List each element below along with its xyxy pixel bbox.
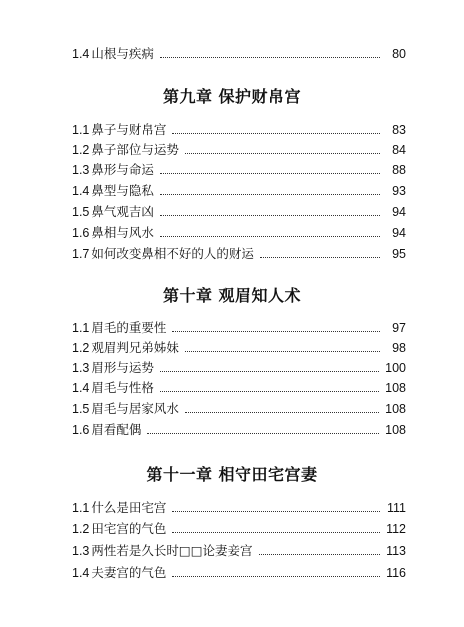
entry-number: 1.3 — [72, 544, 90, 558]
toc-entry — [72, 378, 406, 398]
entry-number: 1.1 — [72, 123, 90, 137]
entry-number: 1.6 — [72, 226, 90, 240]
entry-number: 1.2 — [72, 341, 90, 355]
toc-entry — [72, 563, 406, 583]
entry-number: 1.7 — [72, 247, 90, 261]
toc-entry — [72, 244, 406, 264]
toc-entry — [72, 140, 406, 160]
entry-number: 1.5 — [72, 205, 90, 219]
entry-title: 眉看配偶 — [91, 422, 142, 437]
entry-title: 鼻形与命运 — [91, 162, 154, 177]
entry-number: 1.2 — [72, 522, 90, 536]
entry-number: 1.2 — [72, 143, 90, 157]
entry-number: 1.5 — [72, 402, 90, 416]
entry-page-number: 93 — [392, 184, 406, 198]
entry-number: 1.4 — [72, 47, 90, 61]
entry-page-number: 108 — [385, 423, 406, 437]
entry-title: 如何改变鼻相不好的人的财运 — [91, 246, 254, 261]
dot-leader — [185, 350, 380, 352]
entry-title: 鼻型与隐私 — [91, 183, 154, 198]
entry-page-number: 83 — [392, 123, 406, 137]
dot-leader — [185, 152, 380, 154]
entry-title: 夫妻宫的气色 — [91, 565, 167, 580]
entry-page-number: 116 — [386, 566, 406, 580]
entry-title: 两性若是久长时□□论妻妾宫 — [91, 543, 253, 558]
entry-number: 1.3 — [72, 361, 90, 375]
entry-number: 1.1 — [72, 501, 90, 515]
entry-title: 眉形与运势 — [91, 360, 154, 375]
entry-title: 眉毛的重要性 — [91, 320, 167, 335]
toc-entry — [72, 202, 406, 222]
entry-page-number: 80 — [392, 47, 406, 61]
toc-entry — [72, 358, 406, 378]
entry-title: 山根与疾病 — [91, 46, 154, 61]
entry-page-number: 100 — [385, 361, 406, 375]
dot-leader — [160, 370, 379, 372]
entry-page-number: 88 — [392, 163, 406, 177]
entry-title: 鼻气观吉凶 — [91, 204, 154, 219]
toc-entry — [72, 338, 406, 358]
entry-number: 1.6 — [72, 423, 90, 437]
entry-page-number: 94 — [392, 205, 406, 219]
toc-entry — [72, 519, 406, 539]
entry-page-number: 113 — [386, 544, 406, 558]
entry-title: 鼻相与风水 — [91, 225, 154, 240]
toc-entry — [72, 160, 406, 180]
entry-number: 1.4 — [72, 381, 90, 395]
entry-page-number: 98 — [392, 341, 406, 355]
dot-leader — [259, 553, 380, 555]
dot-leader — [147, 432, 379, 434]
chapter-heading: 第十章 观眉知人术 — [162, 286, 302, 305]
entry-number: 1.4 — [72, 566, 90, 580]
dot-leader — [160, 390, 379, 392]
entry-number: 1.4 — [72, 184, 90, 198]
dot-leader — [172, 575, 380, 577]
dot-leader — [172, 132, 380, 134]
dot-leader — [172, 531, 380, 533]
dot-leader — [160, 235, 380, 237]
dot-leader — [160, 193, 380, 195]
entry-page-number: 97 — [392, 321, 406, 335]
entry-title: 鼻子与财帛宫 — [91, 122, 167, 137]
entry-title: 田宅宫的气色 — [91, 521, 167, 536]
toc-entry — [72, 498, 406, 518]
entry-page-number: 111 — [386, 501, 406, 515]
toc-entry — [72, 181, 406, 201]
entry-page-number: 95 — [392, 247, 406, 261]
dot-leader — [172, 330, 380, 332]
entry-page-number: 94 — [392, 226, 406, 240]
toc-entry — [72, 44, 406, 64]
toc-entry — [72, 420, 406, 440]
toc-entry — [72, 223, 406, 243]
dot-leader — [160, 214, 380, 216]
entry-page-number: 112 — [386, 522, 406, 536]
entry-number: 1.1 — [72, 321, 90, 335]
chapter-heading: 第十一章 相守田宅宫妻 — [146, 465, 318, 484]
entry-page-number: 84 — [392, 143, 406, 157]
dot-leader — [260, 256, 380, 258]
chapter-heading: 第九章 保护财帛宫 — [162, 87, 302, 106]
toc-entry — [72, 318, 406, 338]
entry-title: 什么是田宅宫 — [91, 500, 167, 515]
entry-title: 眉毛与性格 — [91, 380, 154, 395]
dot-leader — [172, 510, 380, 512]
dot-leader — [160, 172, 380, 174]
entry-title: 观眉判兄弟姊妹 — [91, 340, 179, 355]
entry-page-number: 108 — [385, 402, 406, 416]
entry-page-number: 108 — [385, 381, 406, 395]
dot-leader — [160, 56, 380, 58]
dot-leader — [185, 411, 379, 413]
entry-title: 鼻子部位与运势 — [91, 142, 179, 157]
toc-entry — [72, 399, 406, 419]
entry-title: 眉毛与居家风水 — [91, 401, 179, 416]
toc-entry — [72, 541, 406, 561]
entry-number: 1.3 — [72, 163, 90, 177]
toc-entry — [72, 120, 406, 140]
